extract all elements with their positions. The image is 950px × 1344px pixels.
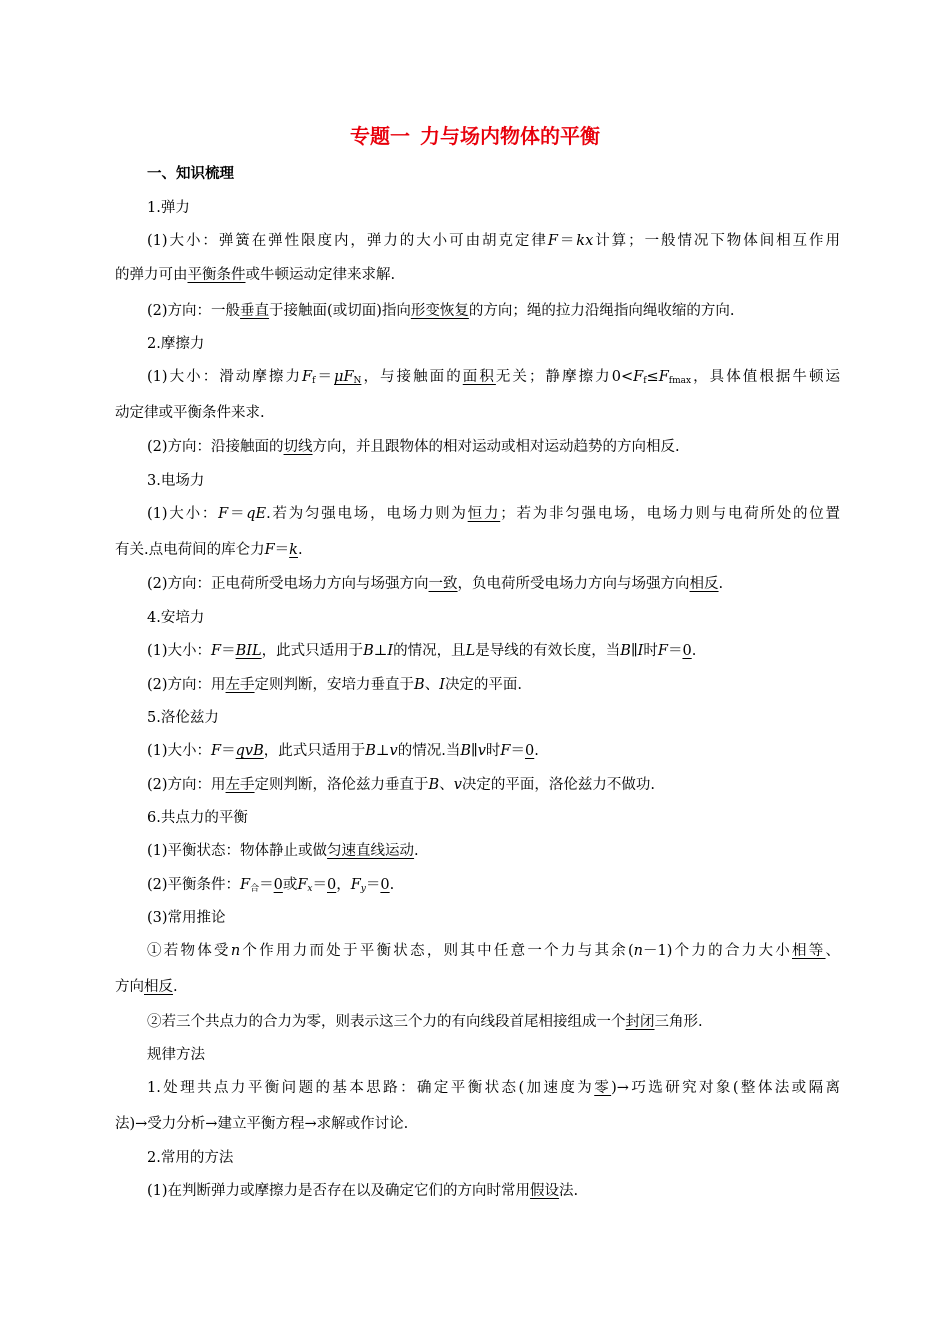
paragraph: (2)方向：正电荷所受电场力方向与场强方向一致，负电荷所受电场力方向与场强方向相反. <box>147 576 724 592</box>
paragraph: (1)平衡状态：物体静止或做匀速直线运动. <box>147 843 419 859</box>
paragraph: (2)方向：沿接触面的切线方向，并且跟物体的相对运动或相对运动趋势的方向相反. <box>147 439 680 455</box>
heading-common-methods: 2.常用的方法 <box>147 1150 234 1166</box>
paragraph: (1)大小：F＝BIL，此式只适用于B⊥I的情况，且L是导线的有效长度，当B∥I时F＝0. <box>147 643 697 659</box>
paragraph: (3)常用推论 <box>147 910 226 926</box>
paragraph: (2)方向：一般垂直于接触面(或切面)指向形变恢复的方向；绳的拉力沿绳指向绳收缩的方向. <box>147 303 735 319</box>
paragraph: (2)平衡条件：$F_合=0$或$F_x=0$，$F_y=0$. <box>147 877 395 894</box>
paragraph: 方向相反. <box>115 979 178 995</box>
paragraph: (1)大小：滑动摩擦力$F_f=\mu F_N$，与接触面的面积无关；静摩擦力$0<F_f\le F_{fmax}$，具体值根据牛顿运 <box>147 369 841 386</box>
heading-friction: 2.摩擦力 <box>147 336 205 352</box>
paragraph: 1.处理共点力平衡问题的基本思路：确定平衡状态(加速度为零)→巧选研究对象(整体法或隔离 <box>147 1080 841 1096</box>
paragraph: 法)→受力分析→建立平衡方程→求解或作讨论. <box>115 1116 409 1132</box>
paragraph: ①若物体受n个作用力而处于平衡状态，则其中任意一个力与其余(n－1)个力的合力大小相等、 <box>147 943 841 959</box>
section-heading: 一、知识梳理 <box>147 166 234 182</box>
paragraph: (2)方向：用左手定则判断，洛伦兹力垂直于B、v决定的平面，洛伦兹力不做功. <box>147 777 656 793</box>
page-title: 专题一 力与场内物体的平衡 <box>350 124 600 148</box>
paragraph: 有关.点电荷间的库仑力F＝k. <box>115 542 303 558</box>
paragraph: (2)方向：用左手定则判断，安培力垂直于B、I决定的平面. <box>147 677 523 693</box>
heading-equilibrium: 6.共点力的平衡 <box>147 810 248 826</box>
paragraph: 动定律或平衡条件来求. <box>115 405 265 421</box>
heading-methods: 规律方法 <box>147 1047 205 1063</box>
paragraph: (1)大小：F＝qE.若为匀强电场，电场力则为恒力；若为非匀强电场，电场力则与电荷所处的位置 <box>147 506 841 522</box>
heading-elastic-force: 1.弹力 <box>147 200 190 216</box>
paragraph: (1)大小：弹簧在弹性限度内，弹力的大小可由胡克定律F＝kx计算；一般情况下物体间相互作用 <box>147 233 841 249</box>
heading-electric-force: 3.电场力 <box>147 473 205 489</box>
heading-ampere-force: 4.安培力 <box>147 610 205 626</box>
heading-lorentz-force: 5.洛伦兹力 <box>147 710 219 726</box>
paragraph: 的弹力可由平衡条件或牛顿运动定律来求解. <box>115 267 396 283</box>
paragraph: ②若三个共点力的合力为零，则表示这三个力的有向线段首尾相接组成一个封闭三角形. <box>147 1014 703 1030</box>
paragraph: (1)大小：F＝qvB，此式只适用于B⊥v的情况.当B∥v时F＝0. <box>147 743 539 759</box>
paragraph: (1)在判断弹力或摩擦力是否存在以及确定它们的方向时常用假设法. <box>147 1183 579 1199</box>
